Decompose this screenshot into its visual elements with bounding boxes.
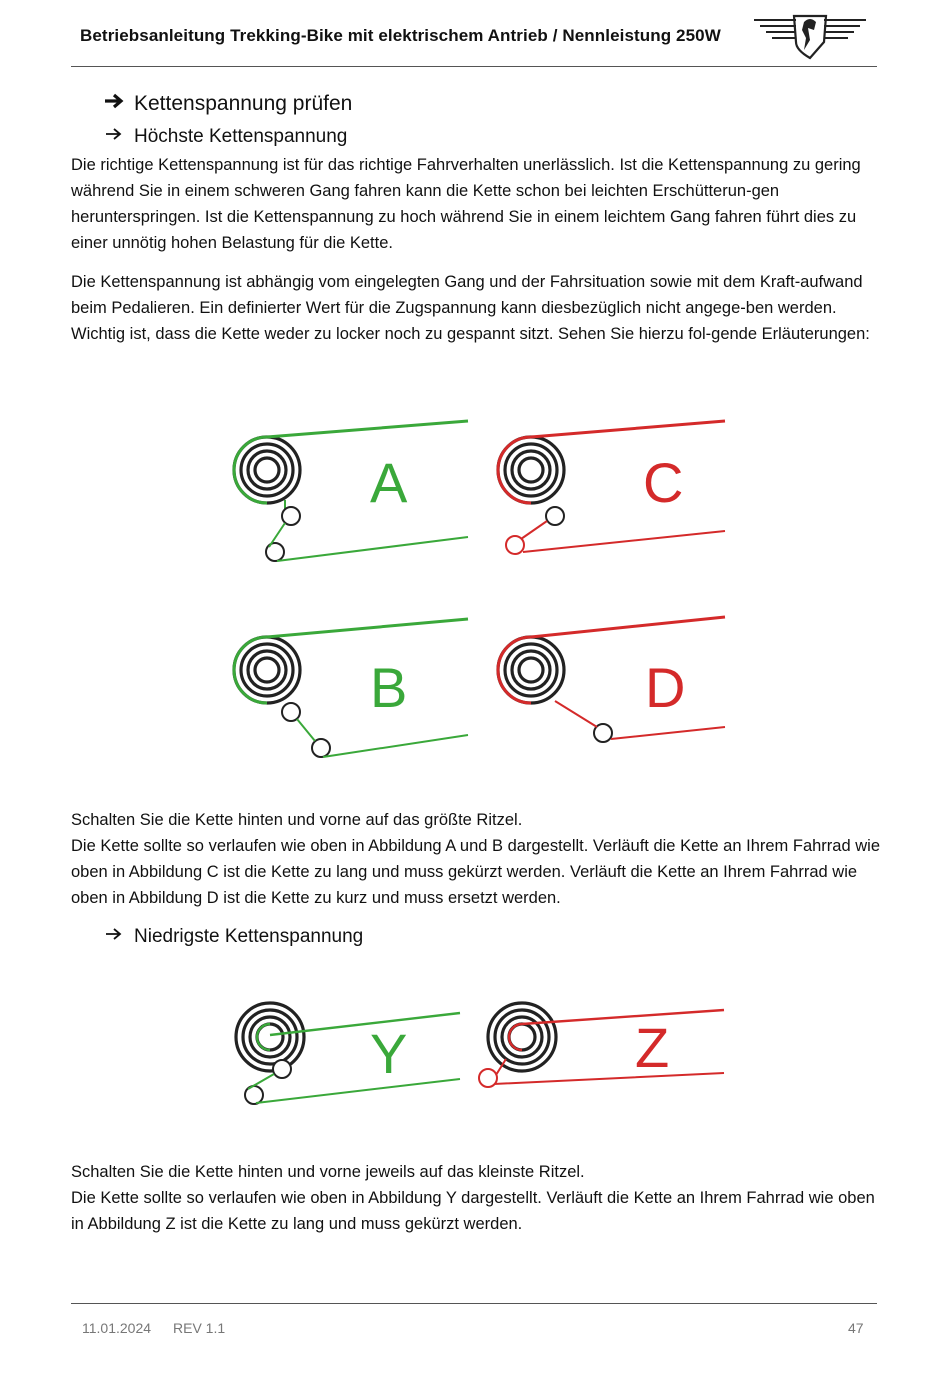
footer-date: 11.01.2024 (82, 1320, 152, 1336)
arrow-right-icon (104, 126, 134, 148)
figure-label-c: C (643, 451, 684, 514)
figure-label-z: Z (635, 1016, 670, 1079)
header-divider (71, 66, 877, 67)
paragraph-chain-tension-factors: Die Kettenspannung ist abhängig vom eingelegten Gang und der Fahrsituation sowie mit dem Kraft-aufwand beim Pedalieren. Ein definierter Wert für die Zugspannung kann diesbezüglich nicht angege-ben werden. Wichtig ist, dass die Kette weder zu locker noch zu gespannt sitzt. Sehen Sie hierzu fol-gende Erläuterungen: (71, 273, 870, 343)
instruction-smallest-sprocket: Schalten Sie die Kette hinten und vorne jeweils auf das kleinste Ritzel. (71, 1163, 585, 1181)
footer-divider (71, 1303, 877, 1304)
section-heading (104, 92, 352, 116)
explanation-yz: Die Kette sollte so verlaufen wie oben in Abbildung Y dargestellt. Verläuft die Kette an Ihrem Fahrrad wie oben in Abbildung Z ist die Kette zu lang und muss gekürzt werden. (71, 1189, 875, 1233)
figure-label-d: D (645, 656, 686, 719)
subsection-heading-high (104, 126, 347, 148)
figure-label-y: Y (370, 1022, 408, 1085)
footer-revision: REV 1.1 (173, 1320, 226, 1336)
explanation-abcd: Die Kette sollte so verlaufen wie oben in Abbildung A und B dargestellt. Verläuft die Kette an Ihrem Fahrrad wie oben in Abbildung C ist die Kette zu lang und muss gekürzt werden. Verläuft die Kette an Ihrem Fahrrad wie oben in Abbildung D ist die Kette zu kurz und muss ersetzt werden. (71, 837, 880, 907)
page-number: 47 (848, 1320, 864, 1336)
paragraph-smallest-sprocket (71, 1159, 881, 1237)
arrow-right-icon (104, 92, 134, 116)
figure-d (498, 617, 725, 742)
figure-label-b: B (370, 656, 408, 719)
subsection-heading-text: Höchste Kettenspannung (134, 126, 348, 147)
arrow-right-icon (104, 926, 134, 948)
figure-label-a: A (370, 451, 408, 514)
chain-tension-figure-high (225, 405, 735, 775)
document-header-title: Betriebsanleitung Trekking-Bike mit elektrischem Antrieb / Nennleistung 250W (80, 26, 721, 45)
paragraph-chain-tension-intro: Die richtige Kettenspannung ist für das richtige Fahrverhalten unerlässlich. Ist die Kettenspannung zu gering während Sie in einem schweren Gang fahren kann die Kette schon bei leichten Erschütterun-gen herunterspringen. Ist die Kettenspannung zu hoch während Sie in einem leichtem Gang fahren führt dies zu einer unnötig hohen Belastung für die Kette. (71, 156, 861, 252)
subsection-heading-text: Niedrigste Kettenspannung (134, 926, 364, 947)
winged-brand-logo-icon (752, 6, 868, 62)
figure-c (498, 421, 725, 554)
figure-b (234, 619, 468, 757)
figure-a (234, 421, 468, 561)
chain-tension-figure-low (230, 995, 730, 1115)
instruction-largest-sprocket: Schalten Sie die Kette hinten und vorne auf das größte Ritzel. (71, 811, 523, 829)
section-heading-text: Kettenspannung prüfen (134, 92, 353, 115)
subsection-heading-low (104, 926, 363, 948)
figure-y (236, 1003, 460, 1104)
paragraph-largest-sprocket (71, 807, 881, 911)
figure-z (479, 1003, 724, 1087)
